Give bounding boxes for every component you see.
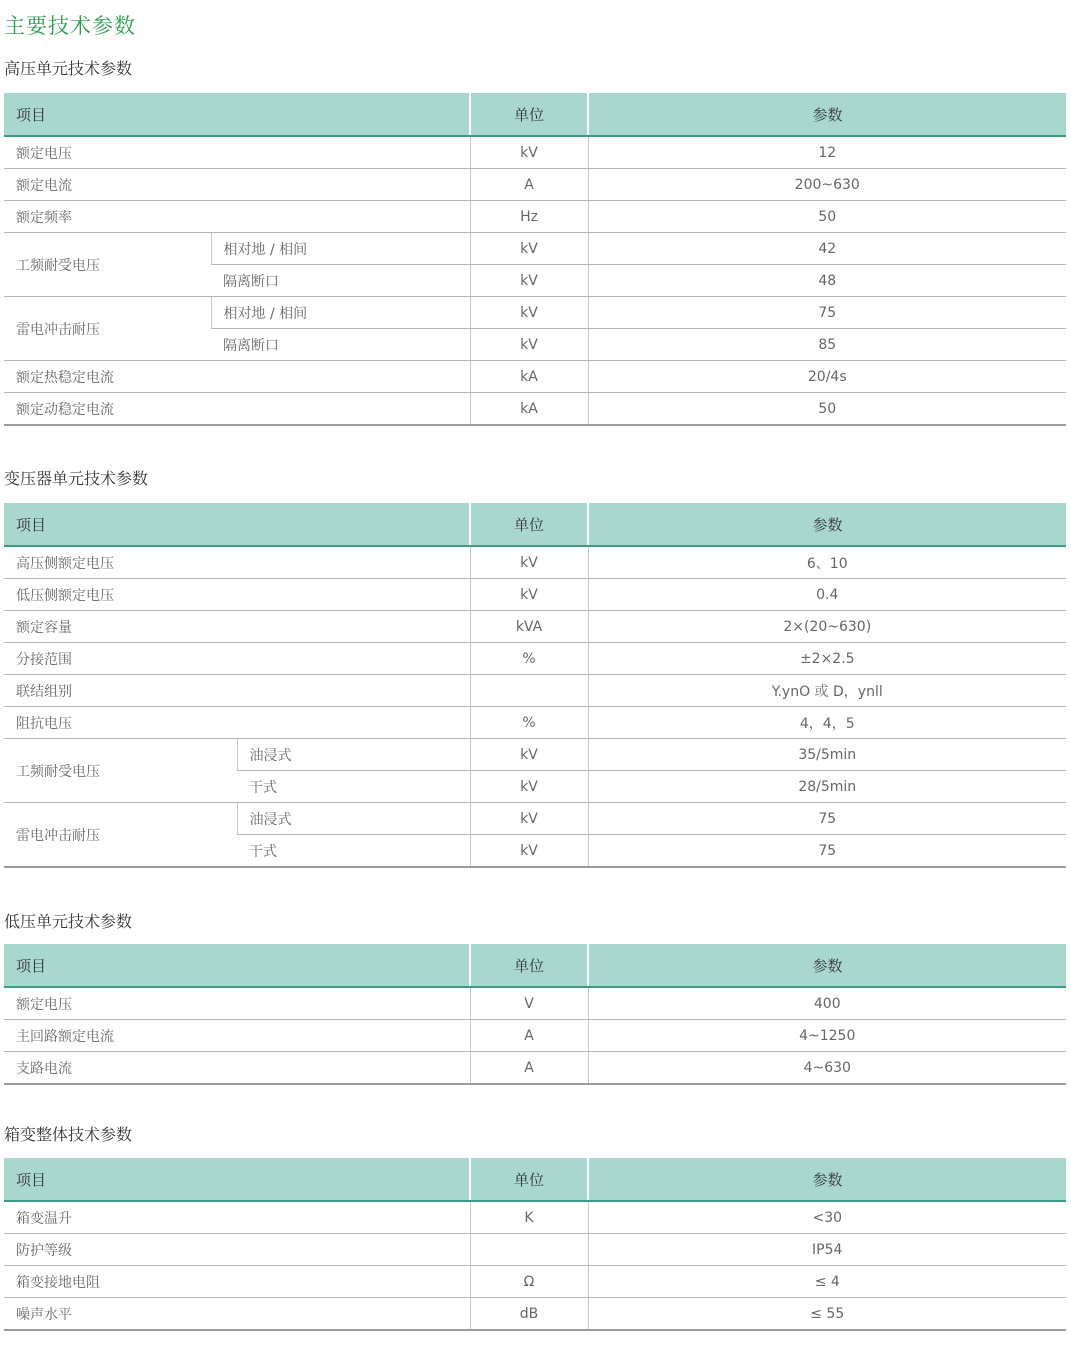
header-unit: 单位	[470, 503, 588, 546]
row-sub-label: 油浸式	[237, 803, 470, 835]
row-name: 箱变温升	[4, 1201, 470, 1234]
row-unit: dB	[470, 1298, 588, 1331]
row-name: 额定电压	[4, 136, 470, 169]
row-name: 额定频率	[4, 201, 470, 233]
row-unit: kV	[470, 136, 588, 169]
header-item: 项目	[4, 1158, 470, 1201]
table-header-row	[4, 944, 1066, 987]
row-name: 防护等级	[4, 1234, 470, 1266]
row-value: 12	[588, 136, 1066, 169]
row-sub-label: 隔离断口	[211, 329, 470, 361]
table-row	[4, 611, 1066, 643]
row-value: 4~1250	[588, 1020, 1066, 1052]
row-unit: A	[470, 1020, 588, 1052]
section-title-lv: 低压单元技术参数	[4, 912, 133, 931]
row-value: ≤ 55	[588, 1298, 1066, 1331]
row-unit: kA	[470, 393, 588, 426]
row-value: 0.4	[588, 579, 1066, 611]
row-unit	[470, 1234, 588, 1266]
table-row	[4, 169, 1066, 201]
header-param: 参数	[588, 503, 1066, 546]
header-item: 项目	[4, 503, 470, 546]
row-name: 箱变接地电阻	[4, 1266, 470, 1298]
row-name: 联结组别	[4, 675, 470, 707]
table-row	[4, 1266, 1066, 1298]
row-name: 额定动稳定电流	[4, 393, 470, 426]
row-name: 支路电流	[4, 1052, 470, 1085]
table-row	[4, 1298, 1066, 1331]
table-row	[4, 546, 1066, 579]
row-value: 48	[588, 265, 1066, 297]
row-unit: %	[470, 643, 588, 675]
table-header-row	[4, 93, 1066, 136]
row-unit	[470, 675, 588, 707]
row-name: 主回路额定电流	[4, 1020, 470, 1052]
page-title: 主要技术参数	[4, 14, 136, 38]
row-name: 额定热稳定电流	[4, 361, 470, 393]
row-sub-label: 干式	[237, 835, 470, 868]
row-unit: A	[470, 1052, 588, 1085]
row-sub-label: 相对地 / 相间	[211, 297, 470, 329]
row-sub-label: 隔离断口	[211, 265, 470, 297]
hv-spec-table	[4, 93, 1066, 426]
row-name: 阻抗电压	[4, 707, 470, 739]
header-param: 参数	[588, 93, 1066, 136]
row-value: 4，4，5	[588, 707, 1066, 739]
row-sub-label: 相对地 / 相间	[211, 233, 470, 265]
row-sub-label: 油浸式	[237, 739, 470, 771]
row-value: 28/5min	[588, 771, 1066, 803]
table-row	[4, 361, 1066, 393]
row-value: 400	[588, 987, 1066, 1020]
row-value: 2×(20~630)	[588, 611, 1066, 643]
row-unit: kV	[470, 297, 588, 329]
row-name: 额定电流	[4, 169, 470, 201]
table-row	[4, 707, 1066, 739]
row-value: 6、10	[588, 546, 1066, 579]
row-unit: kA	[470, 361, 588, 393]
row-unit: kV	[470, 771, 588, 803]
table-row	[4, 201, 1066, 233]
overall-spec-table	[4, 1158, 1066, 1331]
header-item: 项目	[4, 944, 470, 987]
row-unit: kV	[470, 803, 588, 835]
row-name: 额定电压	[4, 987, 470, 1020]
row-unit: kV	[470, 233, 588, 265]
header-unit: 单位	[470, 93, 588, 136]
table-row	[4, 987, 1066, 1020]
row-value: 75	[588, 835, 1066, 868]
row-value: Y.ynO 或 D，ynll	[588, 675, 1066, 707]
row-name: 雷电冲击耐压	[4, 803, 237, 868]
row-value: ±2×2.5	[588, 643, 1066, 675]
table-row	[4, 1201, 1066, 1234]
header-param: 参数	[588, 1158, 1066, 1201]
row-value: 50	[588, 393, 1066, 426]
row-unit: kVA	[470, 611, 588, 643]
row-value: 75	[588, 297, 1066, 329]
row-value: <30	[588, 1201, 1066, 1234]
table-header-row	[4, 1158, 1066, 1201]
row-unit: kV	[470, 265, 588, 297]
row-name: 工频耐受电压	[4, 739, 237, 803]
row-name: 低压侧额定电压	[4, 579, 470, 611]
row-value: 20/4s	[588, 361, 1066, 393]
row-unit: K	[470, 1201, 588, 1234]
table-row	[4, 1052, 1066, 1085]
header-item: 项目	[4, 93, 470, 136]
row-unit: Hz	[470, 201, 588, 233]
row-value: ≤ 4	[588, 1266, 1066, 1298]
table-row	[4, 739, 1066, 771]
row-unit: kV	[470, 546, 588, 579]
row-value: 35/5min	[588, 739, 1066, 771]
table-row	[4, 643, 1066, 675]
header-unit: 单位	[470, 944, 588, 987]
row-value: 75	[588, 803, 1066, 835]
row-unit: kV	[470, 579, 588, 611]
section-title-hv: 高压单元技术参数	[4, 59, 133, 78]
table-row	[4, 675, 1066, 707]
header-unit: 单位	[470, 1158, 588, 1201]
table-row	[4, 803, 1066, 835]
row-name: 噪声水平	[4, 1298, 470, 1331]
table-row	[4, 136, 1066, 169]
section-title-overall: 箱变整体技术参数	[4, 1125, 133, 1144]
row-name: 额定容量	[4, 611, 470, 643]
row-value: 50	[588, 201, 1066, 233]
table-row	[4, 579, 1066, 611]
row-unit: V	[470, 987, 588, 1020]
table-row	[4, 393, 1066, 426]
table-header-row	[4, 503, 1066, 546]
row-value: IP54	[588, 1234, 1066, 1266]
row-unit: kV	[470, 739, 588, 771]
table-row	[4, 1020, 1066, 1052]
row-value: 200~630	[588, 169, 1066, 201]
row-name: 雷电冲击耐压	[4, 297, 211, 361]
section-title-transformer: 变压器单元技术参数	[4, 469, 149, 488]
row-value: 85	[588, 329, 1066, 361]
row-value: 4~630	[588, 1052, 1066, 1085]
row-sub-label: 干式	[237, 771, 470, 803]
lv-spec-table	[4, 944, 1066, 1085]
row-name: 分接范围	[4, 643, 470, 675]
row-unit: kV	[470, 835, 588, 868]
row-name: 工频耐受电压	[4, 233, 211, 297]
table-row	[4, 1234, 1066, 1266]
row-unit: Ω	[470, 1266, 588, 1298]
transformer-spec-table	[4, 503, 1066, 868]
table-row	[4, 233, 1066, 265]
row-name: 高压侧额定电压	[4, 546, 470, 579]
row-unit: kV	[470, 329, 588, 361]
row-value: 42	[588, 233, 1066, 265]
row-unit: A	[470, 169, 588, 201]
table-row	[4, 297, 1066, 329]
header-param: 参数	[588, 944, 1066, 987]
row-unit: %	[470, 707, 588, 739]
